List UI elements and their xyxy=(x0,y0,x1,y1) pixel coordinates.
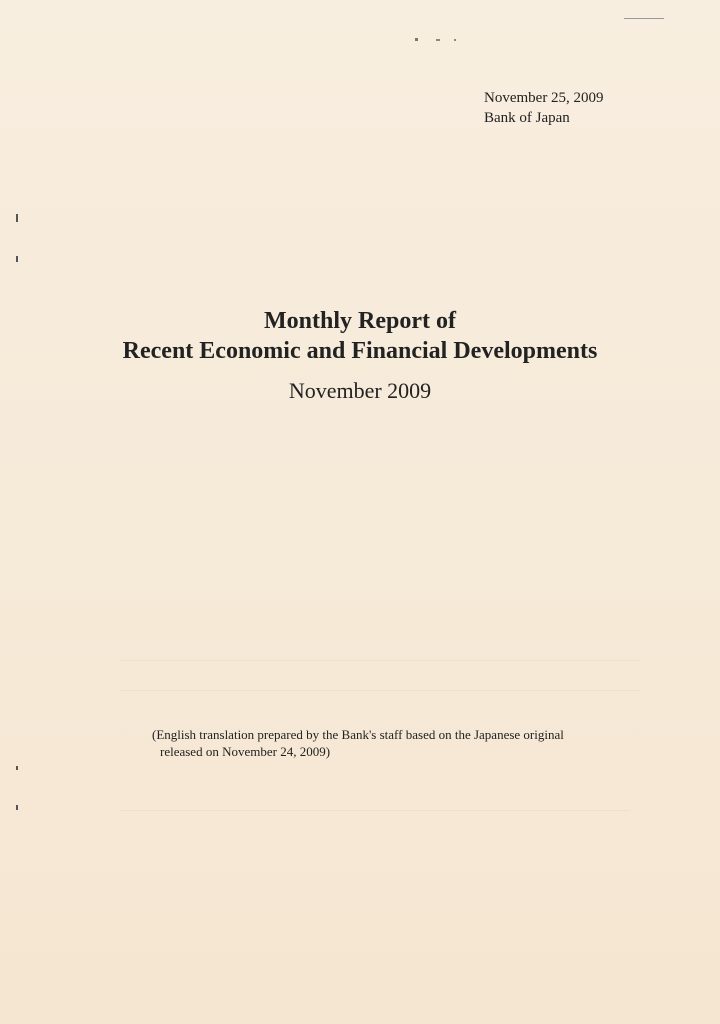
report-date: November 2009 xyxy=(288,378,432,403)
header-date: November 25, 2009 xyxy=(484,90,604,106)
show-through-line xyxy=(120,690,640,691)
report-title-line1: Monthly Report of xyxy=(264,308,456,334)
translation-note xyxy=(152,726,564,760)
translation-note-line2: released on November 24, 2009) xyxy=(160,744,331,759)
header-issuer: Bank of Japan xyxy=(484,110,570,126)
punch-mark-2 xyxy=(16,256,18,262)
scan-mark-top xyxy=(415,38,418,41)
punch-mark-4 xyxy=(16,805,18,810)
scan-mark-top-2 xyxy=(436,39,440,41)
report-title-line2: Recent Economic and Financial Developments xyxy=(122,338,598,364)
scan-mark-corner xyxy=(624,18,664,19)
translation-note-line1: (English translation prepared by the Bank's staff based on the Japanese original xyxy=(152,727,564,742)
title-block xyxy=(0,306,720,404)
show-through-line xyxy=(120,810,630,811)
punch-mark-1 xyxy=(16,214,18,222)
show-through-line xyxy=(120,660,640,661)
punch-mark-3 xyxy=(16,766,18,770)
header-date-block xyxy=(484,88,604,128)
scan-mark-top-3 xyxy=(454,39,456,41)
